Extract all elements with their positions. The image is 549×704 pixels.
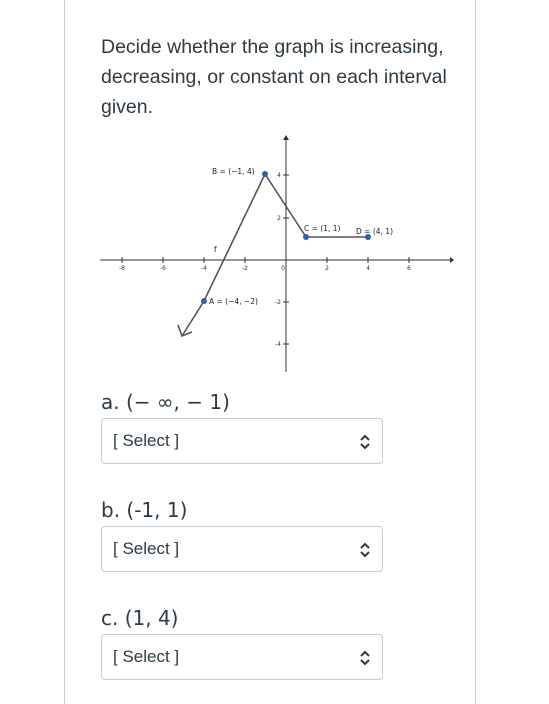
point-b-label: B = (−1, 4) (212, 167, 255, 176)
up-down-caret-icon (358, 541, 372, 559)
part-a-label: a. (− ∞, − 1) (101, 390, 230, 414)
function-f-line (182, 174, 368, 336)
part-c-select-value: [ Select ] (113, 647, 180, 666)
up-down-caret-icon (358, 649, 372, 667)
point-c-label: C = (1, 1) (304, 224, 341, 233)
part-b-select-value: [ Select ] (113, 539, 180, 558)
function-label: f (214, 245, 217, 254)
point-a-label: A = (−4, −2) (209, 297, 258, 306)
part-c-label: c. (1, 4) (101, 606, 179, 630)
part-b-select[interactable] (101, 526, 383, 572)
y-tick-label: 4 (277, 172, 281, 179)
y-tick-label: -2 (275, 299, 281, 306)
part-c-select[interactable] (101, 634, 383, 680)
x-tick-label: 0 (281, 265, 285, 272)
x-axis-arrow (450, 257, 454, 263)
point-a (201, 298, 207, 304)
x-tick-label: -6 (160, 265, 166, 272)
x-tick-label: 4 (366, 265, 370, 272)
part-b-label: b. (-1, 1) (101, 498, 188, 522)
up-down-caret-icon (358, 433, 372, 451)
y-tick-label: -4 (275, 341, 281, 348)
x-tick-label: 2 (325, 265, 329, 272)
y-tick-label: 2 (277, 215, 281, 222)
x-tick-label: -2 (242, 265, 248, 272)
x-tick-label: 6 (407, 265, 411, 272)
x-tick-label: -8 (119, 265, 125, 272)
function-graph (98, 132, 454, 372)
point-d-label: D = (4, 1) (356, 227, 393, 236)
point-c (303, 234, 309, 240)
y-axis-arrow (283, 135, 289, 140)
question-text: Decide whether the graph is increasing, decreasing, or constant on each interval given. (101, 36, 447, 118)
part-a-select-value: [ Select ] (113, 431, 180, 450)
point-b (262, 171, 268, 177)
x-tick-label: -4 (201, 265, 207, 272)
part-a-select[interactable] (101, 418, 383, 464)
